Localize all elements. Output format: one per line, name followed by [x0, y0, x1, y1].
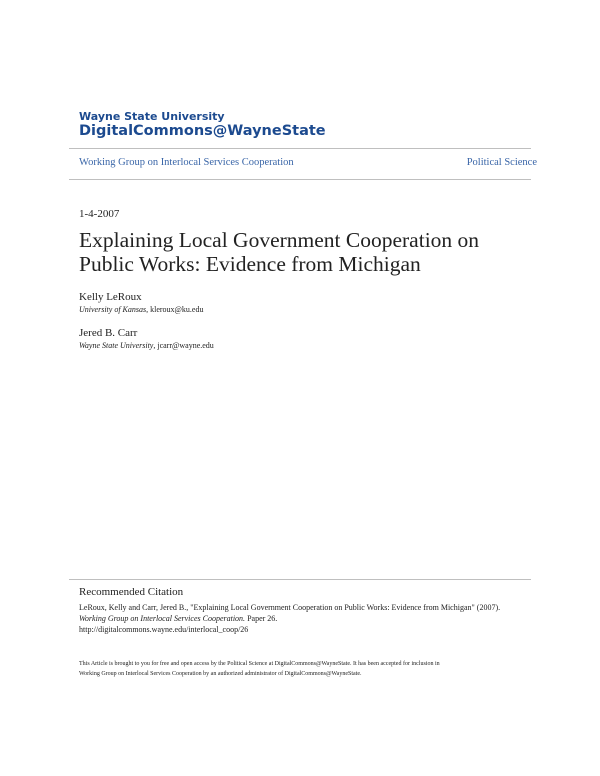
author-email[interactable]: , jcarr@wayne.edu [153, 341, 214, 350]
citation-text: LeRoux, Kelly and Carr, Jered B., "Explaining Local Government Cooperation on Public Works: Evidence from Michigan" (2007). [79, 603, 501, 612]
affiliation-institution: Wayne State University [79, 341, 154, 350]
citation-url[interactable]: http://digitalcommons.wayne.edu/interlocal_coop/26 [79, 625, 249, 634]
publication-date: 1-4-2007 [79, 208, 120, 220]
author-email[interactable]: , kleroux@ku.edu [146, 305, 204, 314]
author-name: Jered B. Carr [79, 327, 138, 339]
title-line-2: Public Works: Evidence from Michigan [79, 252, 421, 276]
article-title [79, 228, 529, 276]
title-line-1: Explaining Local Government Cooperation on [79, 228, 480, 252]
repository-name[interactable]: DigitalCommons@WayneState [79, 123, 326, 139]
department-link[interactable]: Political Science [466, 157, 537, 168]
footer-notice: Working Group on Interlocal Services Cooperation by an authorized administrator of DigitalCommons@WayneState. [79, 671, 362, 677]
author-name: Kelly LeRoux [79, 291, 142, 303]
affiliation-institution: University of Kansas [79, 305, 147, 314]
series-link[interactable]: Working Group on Interlocal Services Cooperation [79, 157, 294, 168]
nav-divider [69, 179, 531, 180]
top-divider [69, 148, 531, 149]
university-name[interactable]: Wayne State University [79, 110, 225, 123]
author-affiliation [79, 305, 203, 314]
citation-series-title: Working Group on Interlocal Services Cooperation. [79, 614, 246, 623]
footer-notice: This Article is brought to you for free and open access by the Political Science at DigitalCommons@WayneState. It has been accepted for inclusion in [79, 661, 440, 667]
citation-series [79, 614, 529, 623]
author-affiliation [79, 341, 214, 350]
citation-heading: Recommended Citation [79, 586, 184, 598]
citation-divider [69, 579, 531, 580]
citation-paper: Paper 26. [245, 614, 278, 623]
